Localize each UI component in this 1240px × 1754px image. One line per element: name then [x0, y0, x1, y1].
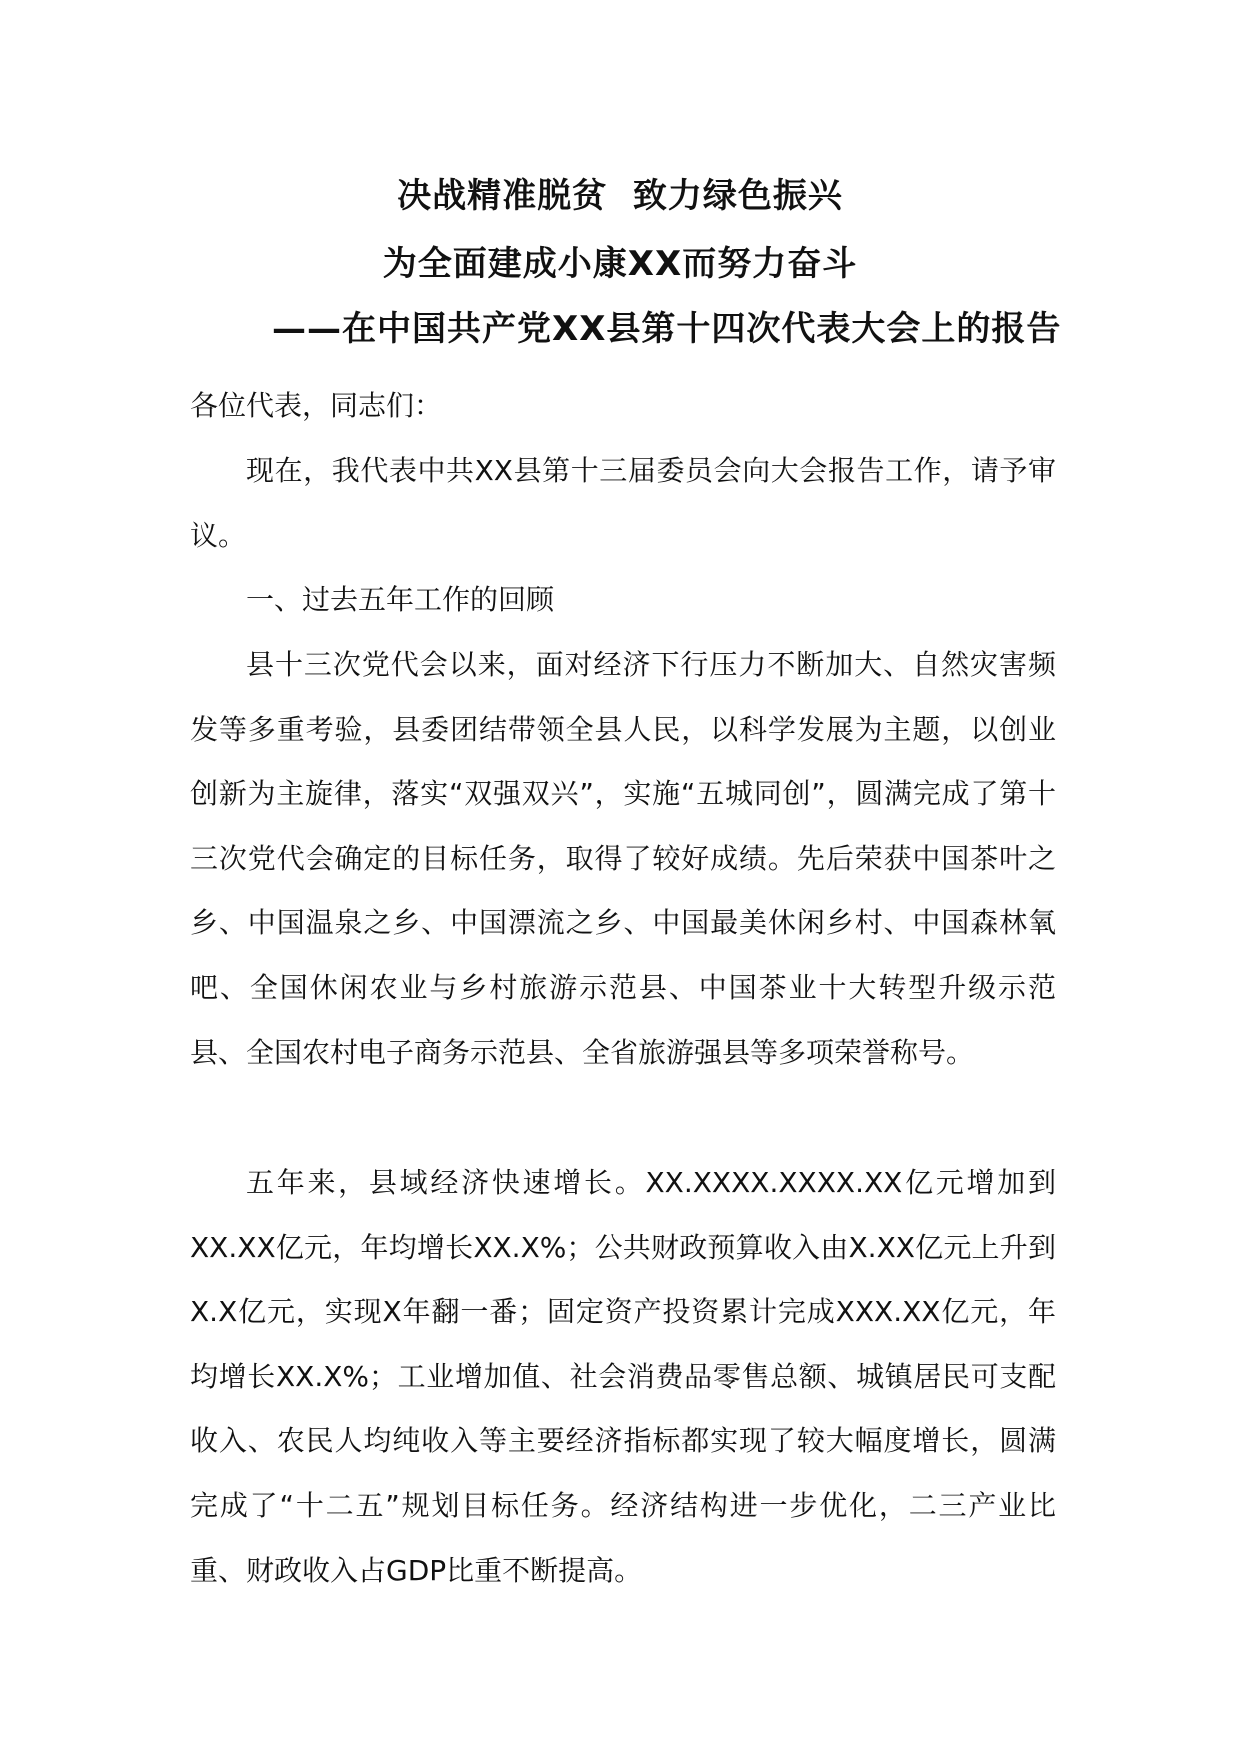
section-heading: 一、过去五年工作的回顾 — [246, 583, 555, 616]
paragraph-review: 县十三次党代会以来，面对经济下行压力不断加大、自然灾害频发等多重考验，县委团结带领全县人民，以科学发展为主题，以创业创新为主旋律，落实“双强双兴”，实施“五城同创”，圆满完成了第十三次党代会确定的目标任务，取得了较好成绩。先后荣获中国茶叶之乡、中国温泉之乡、中国漂流之乡、中国最美休闲乡村、中国森林氧吧、全国休闲农业与乡村旅游示范县、中国茶业十大转型升级示范县、全国农村电子商务示范县、全省旅游强县等多项荣誉称号。 — [190, 648, 1056, 1069]
subtitle-line: ——在中国共产党XX县第十四次代表大会上的报告 — [272, 309, 1062, 349]
title-line-1: 决战精准脱贫 致力绿色振兴 — [397, 176, 843, 216]
title-line-2: 为全面建成小康XX而努力奋斗 — [382, 244, 858, 284]
greeting: 各位代表，同志们： — [190, 389, 443, 422]
paragraph-intro: 现在，我代表中共XX县第十三届委员会向大会报告工作，请予审议。 — [190, 454, 1056, 552]
paragraph-economy: 五年来，县域经济快速增长。XX.XXXX.XXXX.XX亿元增加到XX.XX亿元，年均增长XX.X%；公共财政预算收入由X.XX亿元上升到X.X亿元，实现X年翻一番；固定资产投资累计完成XXX.XX亿元，年均增长XX.X%；工业增加值、社会消费品零售总额、城镇居民可支配收入、农民人均纯收入等主要经济指标都实现了较大幅度增长，圆满完成了“十二五”规划目标任务。经济结构进一步优化，二三产业比重、财政收入占GDP比重不断提高。 — [190, 1166, 1056, 1587]
